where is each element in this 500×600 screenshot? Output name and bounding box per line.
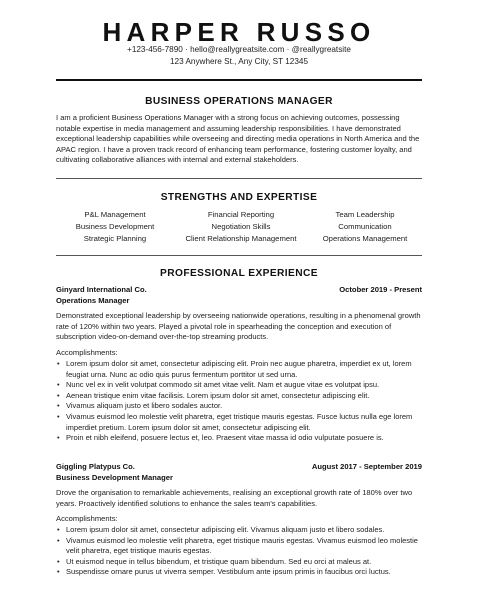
job-role: Operations Manager [56,296,130,305]
strength-item: Negotiation Skills [211,222,271,231]
accomplishments-label: Accomplishments: [56,514,118,523]
strength-item: Client Relationship Management [185,234,297,243]
list-item: • Ut euismod neque in tellus bibendum, et tristique quam bibendum. Sed eu orci at maleus at. [56,557,422,568]
list-item: • Lorem ipsum dolor sit amet, consectetur adipiscing elit. Vivamus aliquam justo et libero sodales. [56,525,422,536]
section-divider [56,255,422,256]
list-item: • Aenean tristique enim vitae facilisis. Lorem ipsum dolor sit amet, consectetur adipiscing elit. [56,391,422,402]
strength-item: Operations Management [322,234,408,243]
strength-item: Communication [338,222,392,231]
list-item: • Vivamus euismod leo molestie velit pharetra, eget tristique mauris egestas. Fusce luctus nulla ege lorem imperdiet pretium. Lorem ipsum dolor sit amet, consectetur adipiscing elit. [56,412,422,433]
strengths-title: STRENGTHS AND EXPERTISE [160,192,318,203]
accomplishments-list [56,525,422,578]
strength-item: P&L Management [84,210,146,219]
strength-item: Strategic Planning [83,234,147,243]
job-description: Demonstrated exceptional leadership by overseeing nationwide operations, resulting in a phenomenal growth rate of 120% within two years. Played a pivotal role in spearheading the conception and execution of subscription video-on-demand over-the-top streaming products. [56,311,421,342]
strengths-row [56,209,422,221]
list-item: • Suspendisse ornare purus ut viverra semper. Vestibulum ante ipsum primis in faucibus orci luctus. [56,567,422,578]
strength-item: Team Leadership [335,210,395,219]
summary-title: BUSINESS OPERATIONS MANAGER [145,96,333,107]
accomplishments-label: Accomplishments: [56,348,118,357]
experience-title: PROFESSIONAL EXPERIENCE [160,268,318,279]
strength-item: Business Development [75,222,155,231]
list-item: • Vivamus euismod leo molestie velit pharetra, eget tristique mauris egestas. Vivamus euismod leo molestie velit pharetra, eget tristique mauris egestas. [56,536,422,557]
job-company: Ginyard International Co. [56,285,147,294]
list-item: • Proin et nibh eleifend, posuere lectus et, leo. Praesent vitae massa id odio vulputate posuere is. [56,433,422,444]
job-header [56,285,422,296]
strengths-row [56,221,422,233]
contact-line: +123-456-7890 · hello@reallygreatsite.com · @reallygreatsite [127,45,351,54]
summary-text: I am a proficient Business Operations Manager with a strong focus on achieving outcomes, possessing notable expertise in media management and assuming leadership responsibilities. I have demonstrated exceptional leadership capabilities while overseeing and directing media operations in North America and the APAC region. I have a proven track record of enhancing team performance, fostering customer loyalty, and cultivating collaborative alliances with internal and external stakeholders. [56,113,420,165]
accomplishments-list [56,359,422,444]
list-item: • Lorem ipsum dolor sit amet, consectetur adipiscing elit. Proin nec augue pharetra, imperdiet ex ut, lorem feugiat urna. Nunc ac odio quis purus fermentum porttitor ut sed urna. [56,359,422,380]
list-item: • Vivamus aliquam justo et libero sodales auctor. [56,401,422,412]
job-description: Drove the organisation to remarkable achievements, realising an exceptional growth rate of 180% over two years. Proactively identified solutions to enhance the sales team's capabilities. [56,488,413,508]
strengths-grid [56,209,422,245]
job-header [56,462,422,473]
section-divider [56,178,422,179]
job-company: Giggling Platypus Co. [56,462,135,471]
address-line: 123 Anywhere St., Any City, ST 12345 [169,57,309,66]
job-dates: August 2017 - September 2019 [311,462,422,471]
list-item: • Nunc vel ex in velit volutpat commodo sit amet vitae velit. Nam et augue vitae es volutpat ipsu. [56,380,422,391]
job-dates: October 2019 - Present [339,285,422,294]
header-divider [56,79,422,81]
candidate-name: HARPER RUSSO [102,17,376,47]
strength-item: Financial Reporting [207,210,275,219]
job-role: Business Development Manager [56,473,173,482]
strengths-row [56,233,422,245]
